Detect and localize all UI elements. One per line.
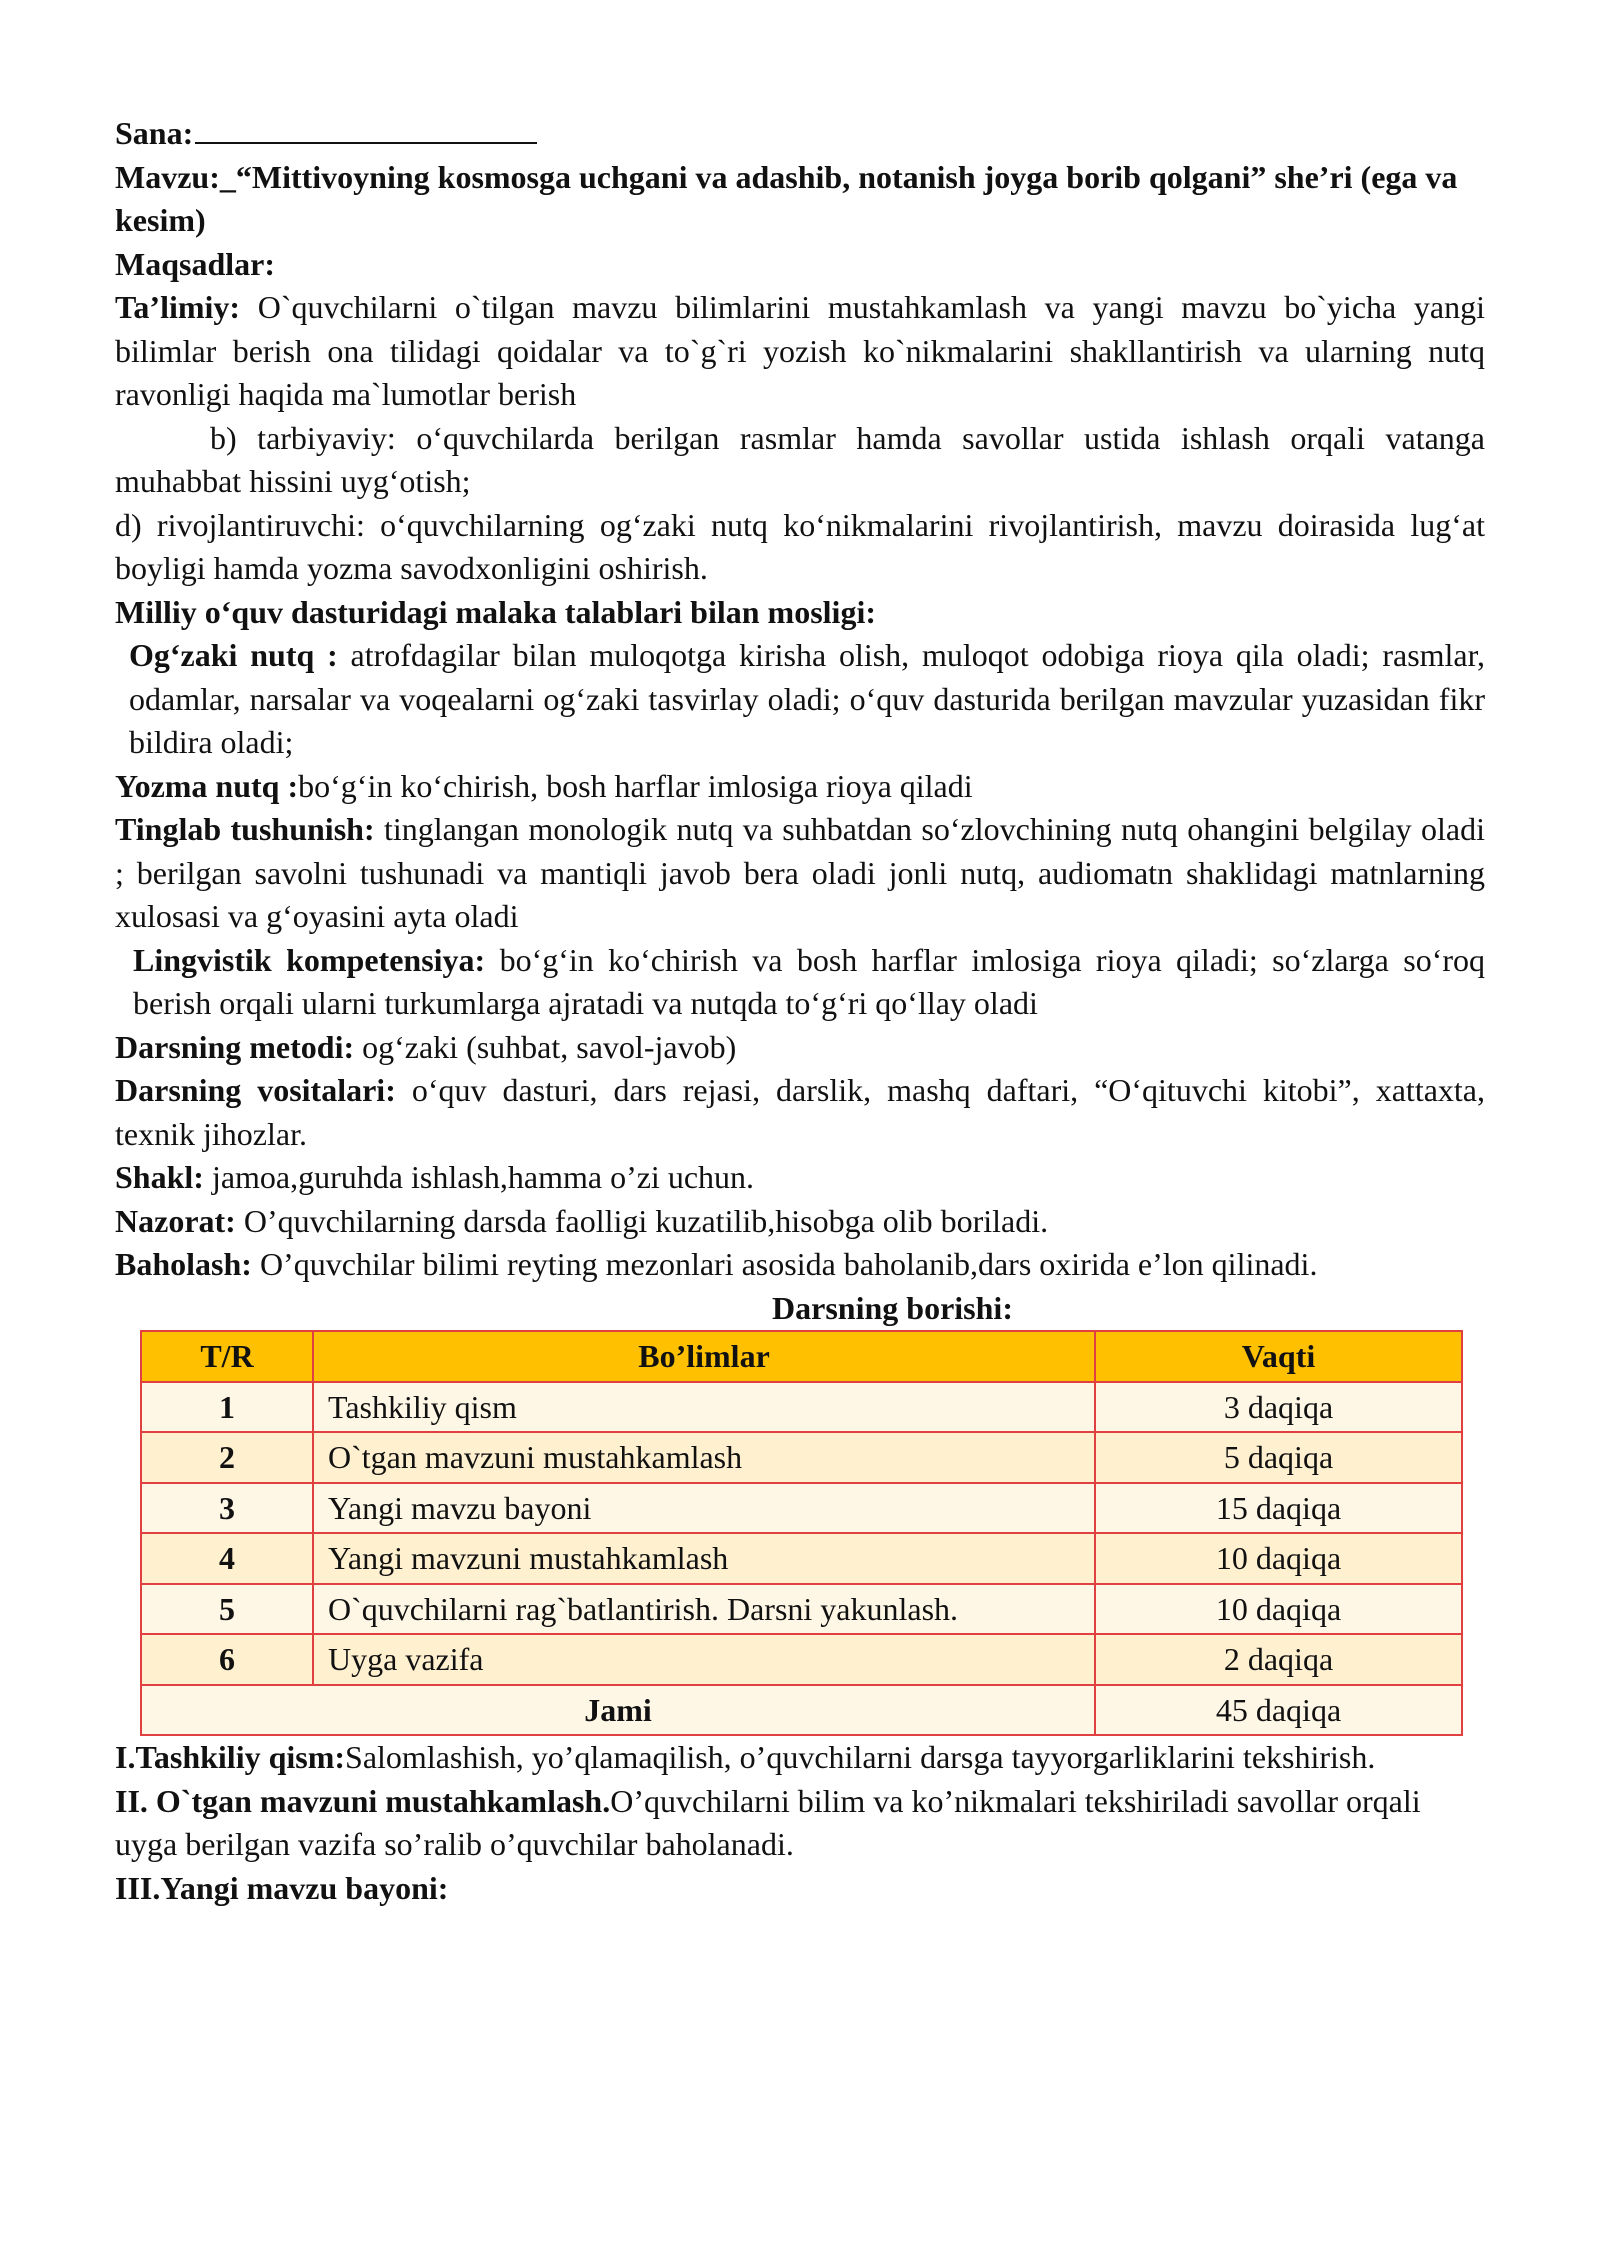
standard-written-text: bo‘g‘in ko‘chirish, bosh harflar imlosiga rioya qiladi (298, 767, 973, 804)
row-time: 15 daqiqa (1095, 1483, 1462, 1534)
row-time: 2 daqiqa (1095, 1634, 1462, 1685)
stage-organizational-text: Salomlashish, yo’qlamaqilish, o’quvchilarni darsga tayyorgarliklarini tekshirish. (345, 1739, 1376, 1775)
date-blank-line (195, 118, 537, 144)
row-num: 3 (141, 1483, 313, 1534)
row-section: O`quvchilarni rag`batlantirish. Darsni yakunlash. (313, 1584, 1095, 1635)
row-time: 10 daqiqa (1095, 1533, 1462, 1584)
table-row (141, 1432, 1462, 1483)
standard-oral-text: atrofdagilar bilan muloqotga kirisha olish, muloqot odobiga rioya qila oladi; rasmlar, odamlar, narsalar va voqealarni og‘zaki tasvirlay oladi; o‘quv dasturida berilgan mavzular yuzasidan fikr bildira oladi; (129, 637, 1486, 760)
stage-review-label: II. O`tgan mavzuni mustahkamlash. (115, 1782, 611, 1819)
standard-oral (115, 634, 1485, 765)
stage-organizational (115, 1736, 1485, 1780)
lesson-tools (115, 1069, 1485, 1156)
goal-upbringing: b) tarbiyaviy: o‘quvchilarda berilgan rasmlar hamda savollar ustida ishlash orqali vatanga muhabbat hissini uyg‘otish; (115, 419, 1485, 499)
lesson-method (115, 1026, 1485, 1070)
row-section: Yangi mavzu bayoni (313, 1483, 1095, 1534)
total-time: 45 daqiqa (1095, 1685, 1462, 1736)
row-num: 1 (141, 1382, 313, 1433)
topic-label: Mavzu: (115, 158, 220, 195)
lesson-form-label: Shakl: (115, 1159, 204, 1195)
plan-title: Darsning borishi: (772, 1289, 1013, 1326)
lesson-tools-label: Darsning vositalari: (115, 1072, 396, 1108)
row-num: 4 (141, 1533, 313, 1584)
stage-review (115, 1780, 1485, 1867)
lesson-assessment-text: O’quvchilar bilimi reyting mezonlari asosida baholanib,dars oxirida e’lon qilinadi. (251, 1246, 1318, 1282)
table-row (141, 1584, 1462, 1635)
standard-linguistic-label: Lingvistik kompetensiya: (133, 941, 486, 978)
row-section: Uyga vazifa (313, 1634, 1095, 1685)
goal-educational (115, 286, 1485, 417)
stage-review-text: O’quvchilarni bilim va ko’nikmalari tekshiriladi savollar orqali uyga berilgan vazifa so’ralib o’quvchilar baholanadi. (115, 1782, 1421, 1862)
lesson-plan-table (140, 1330, 1463, 1736)
row-section: O`tgan mavzuni mustahkamlash (313, 1432, 1095, 1483)
document-page (115, 112, 1485, 1910)
date-label: Sana: (115, 115, 194, 151)
row-time: 5 daqiqa (1095, 1432, 1462, 1483)
stage-new-topic (115, 1867, 1485, 1911)
row-num: 5 (141, 1584, 313, 1635)
lesson-assessment-label: Baholash: (115, 1246, 252, 1282)
goals-heading: Maqsadlar: (115, 245, 275, 282)
header-time: Vaqti (1095, 1331, 1462, 1382)
goal-developmental: d) rivojlantiruvchi: o‘quvchilarning og‘zaki nutq ko‘nikmalarini rivojlantirish, mavzu doirasida lug‘at boyligi hamda yozma savodxonligini oshirish. (115, 506, 1485, 586)
header-num: T/R (141, 1331, 313, 1382)
table-total-row (141, 1685, 1462, 1736)
table-row (141, 1533, 1462, 1584)
standard-written (115, 765, 1485, 809)
table-header-row (141, 1331, 1462, 1382)
standard-linguistic-text: bo‘g‘in ko‘chirish va bosh harflar imlosiga rioya qiladi; so‘zlarga so‘roq berish orqali ularni turkumlarga ajratadi va nutqda to‘g‘ri qo‘llay oladi (133, 941, 1486, 1021)
row-section: Tashkiliy qism (313, 1382, 1095, 1433)
row-section: Yangi mavzuni mustahkamlash (313, 1533, 1095, 1584)
lesson-control (115, 1200, 1485, 1244)
lesson-method-text: og‘zaki (suhbat, savol-javob) (354, 1028, 737, 1065)
row-num: 6 (141, 1634, 313, 1685)
stage-new-topic-label: III.Yangi mavzu bayoni: (115, 1869, 449, 1906)
lesson-assessment (115, 1243, 1485, 1287)
standard-listening-label: Tinglab tushunish: (115, 811, 375, 847)
standard-written-label: Yozma nutq : (115, 767, 299, 804)
standard-listening-text: tinglangan monologik nutq va suhbatdan so‘zlovchining nutq ohangini belgilay oladi ; berilgan savolni tushunadi va mantiqli javob bera oladi jonli nutq, audiomatn shaklidagi matnlarning xulosasi va g‘oyasini ayta oladi (115, 811, 1486, 934)
lesson-tools-text: o‘quv dasturi, dars rejasi, darslik, mashq daftari, “O‘qituvchi kitobi”, xattaxta, texnik jihozlar. (115, 1072, 1486, 1152)
lesson-form-text: jamoa,guruhda ishlash,hamma o’zi uchun. (203, 1159, 755, 1195)
lesson-control-text: O’quvchilarning darsda faolligi kuzatilib,hisobga olib boriladi. (235, 1202, 1049, 1239)
table-row (141, 1634, 1462, 1685)
lesson-control-label: Nazorat: (115, 1202, 236, 1239)
topic-line (115, 156, 1485, 243)
goal-educational-text: O`quvchilarni o`tilgan mavzu bilimlarini mustahkamlash va yangi mavzu bo`yicha yangi bilimlar berish ona tilidagi qoidalar va to`g`ri yozish ko`nikmalarini shakllantirish va ularning nutq ravonligi haqida ma`lumotlar berish (115, 289, 1485, 412)
total-label: Jami (141, 1685, 1095, 1736)
table-row (141, 1483, 1462, 1534)
standard-linguistic (115, 939, 1485, 1026)
row-time: 10 daqiqa (1095, 1584, 1462, 1635)
header-section: Bo’limlar (313, 1331, 1095, 1382)
standard-listening (115, 808, 1485, 939)
goal-educational-label: Ta’limiy: (115, 289, 241, 325)
date-line (115, 112, 1485, 156)
row-time: 3 daqiqa (1095, 1382, 1462, 1433)
stage-organizational-label: I.Tashkiliy qism: (115, 1739, 346, 1775)
lesson-form (115, 1156, 1485, 1200)
row-num: 2 (141, 1432, 313, 1483)
topic-text: _“Mittivoyning kosmosga uchgani va adashib, notanish joyga borib qolgani” she’ri (ega va kesim) (115, 158, 1458, 238)
standards-heading: Milliy o‘quv dasturidagi malaka talablari bilan mosligi: (115, 593, 876, 630)
standard-oral-label: Og‘zaki nutq : (129, 637, 338, 673)
table-row (141, 1382, 1462, 1433)
lesson-method-label: Darsning metodi: (115, 1028, 355, 1065)
